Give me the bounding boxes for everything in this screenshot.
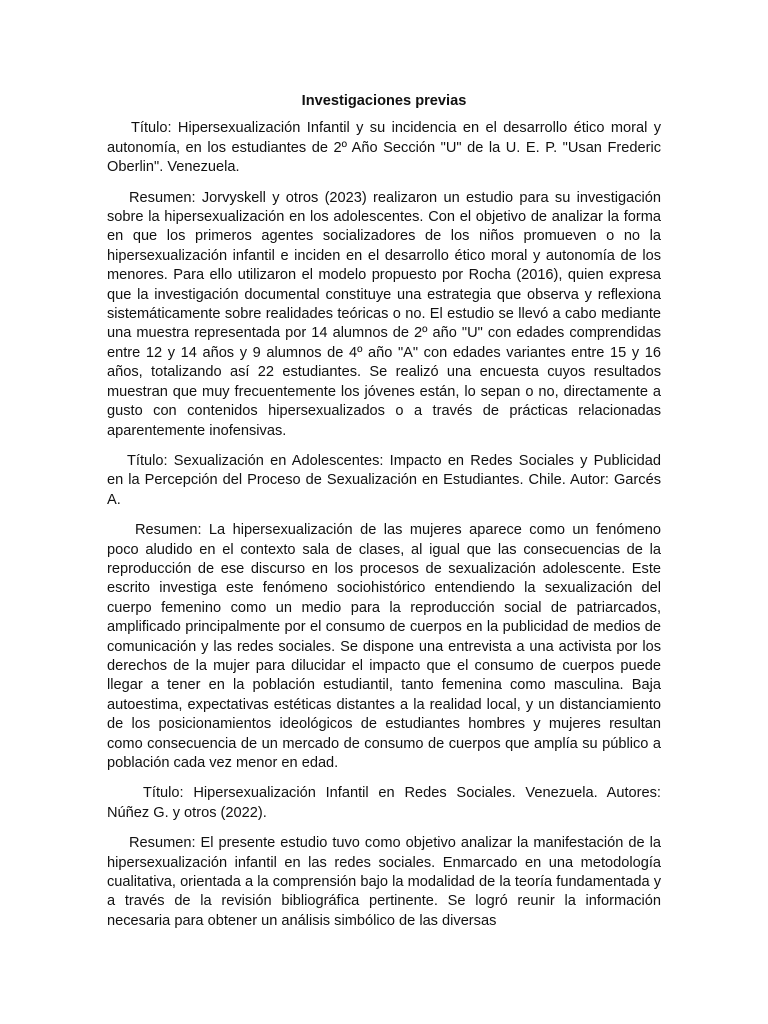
study-1-summary: Resumen: Jorvyskell y otros (2023) realizaron un estudio para su investigación sobre la hipersexualización en los adolescentes. Con el objetivo de analizar la forma en que los primeros agentes socializadores de los niños promueven o no la hipersexualización infantil e inciden en el desarrollo ético moral y autonomía de los menores. Para ello utilizaron el modelo propuesto por Rocha (2016), quien expresa que la investigación documental constituye una estrategia que observa y reflexiona sistemáticamente sobre realidades teóricas o no. El estudio se llevó a cabo mediante una muestra representada por 14 alumnos de 2º año "U" con edades comprendidas entre 12 y 14 años y 9 alumnos de 4º año "A" con edades variantes entre 15 y 16 años, totalizando así 22 estudiantes. Se realizó una encuesta cuyos resultados muestran que muy frecuentemente los jóvenes están, lo sepan o no, directamente a gusto con contenidos hipersexualizados o a través de prácticas relacionadas aparentemente inofensivas. xyxy=(107,189,661,439)
study-3-title: Título: Hipersexualización Infantil en Redes Sociales. Venezuela. Autores: Núñez G. y otros (2022). xyxy=(107,785,661,821)
study-1-title: Título: Hipersexualización Infantil y su incidencia en el desarrollo ético moral y autonomía, en los estudiantes de 2º Año Sección "U" de la U. E. P. "Usan Frederic Oberlin". Venezuela. xyxy=(107,120,661,176)
study-2-title: Título: Sexualización en Adolescentes: Impacto en Redes Sociales y Publicidad en la Percepción del Proceso de Sexualización en Estudiantes. Chile. Autor: Garcés A. xyxy=(107,452,661,508)
study-2-summary: Resumen: La hipersexualización de las mujeres aparece como un fenómeno poco aludido en el contexto sala de clases, al igual que las consecuencias de la reproducción de ese discurso en los procesos de sexualización adolescente. Este escrito investiga este fenómeno sociohistórico entendiendo la sexualización del cuerpo femenino como un medio para la reproducción social de patriarcados, amplificado principalmente por el consumo de cuerpos en la publicidad de medios de comunicación y las redes sociales. Se dispone una entrevista a una activista por los derechos de la mujer para dilucidar el impacto que el consumo de cuerpos puede llegar a tener en la población estudiantil, tanto femenina como masculina. Baja autoestima, expectativas estéticas distantes a la realidad local, y un distanciamiento de los posicionamientos ideológicos de estudiantes hombres y mujeres resultan como consecuencia de un mercado de consumo de cuerpos que amplía su público a población cada vez menor en edad. xyxy=(107,522,661,771)
study-3-summary: Resumen: El presente estudio tuvo como objetivo analizar la manifestación de la hipersexualización infantil en las redes sociales. Enmarcado en una metodología cualitativa, orientada a la comprensión bajo la modalidad de la teoría fundamentada y a través de la revisión bibliográfica pertinente. Se logró reunir la información necesaria para obtener un análisis simbólico de las diversas xyxy=(107,835,661,929)
section-heading: Investigaciones previas xyxy=(301,93,467,109)
document-page xyxy=(107,92,661,942)
